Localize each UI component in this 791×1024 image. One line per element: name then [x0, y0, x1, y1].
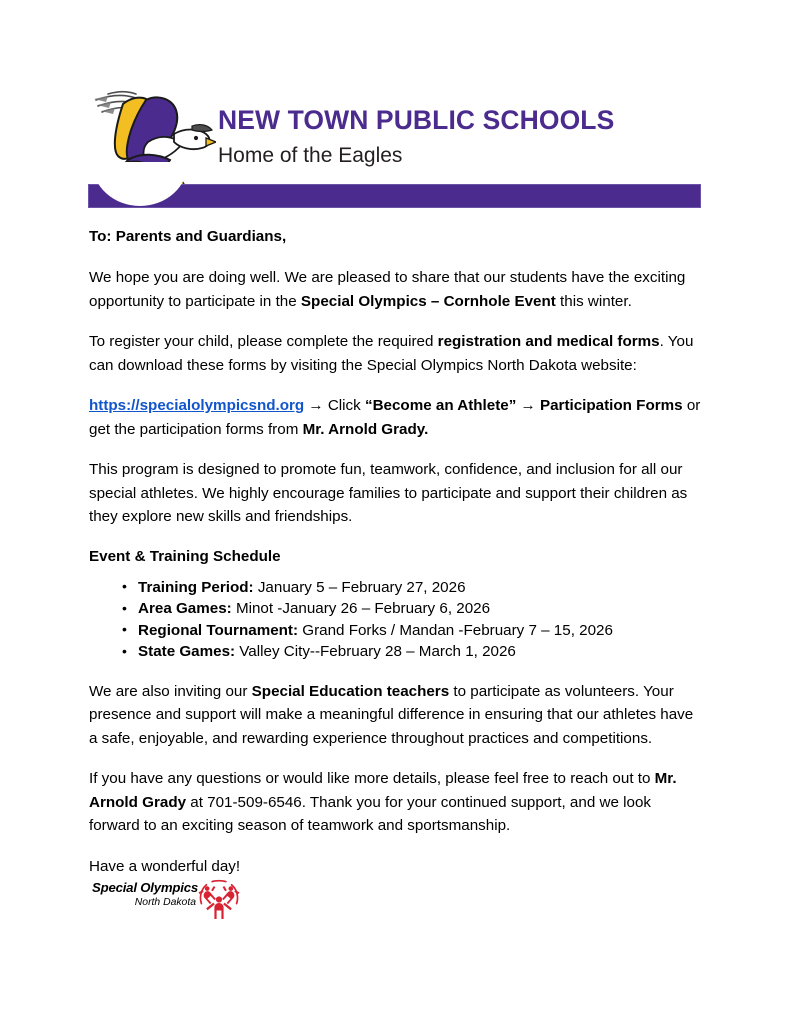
salutation: To: Parents and Guardians, [89, 228, 287, 245]
list-item [138, 598, 703, 620]
paragraph-link-steps [89, 394, 703, 441]
letterhead-rule-bar [88, 184, 701, 208]
list-item [138, 641, 703, 663]
schedule-heading: Event & Training Schedule [89, 547, 281, 565]
paragraph-registration [89, 330, 703, 377]
paragraph-program-purpose: This program is designed to promote fun, teamwork, confidence, and inclusion for all our special athletes. We highly encourage families to participate and support their children as they explore new skills and friendships. [89, 461, 688, 525]
list-item [138, 620, 703, 642]
school-tagline: Home of the Eagles [218, 144, 403, 167]
p1-before: We hope you are doing well. We are pleased to share that our students have the exciting opportunity to participate in the [89, 269, 686, 310]
schedule-value: Valley City--February 28 – March 1, 2026 [235, 643, 516, 660]
special-olympics-program-name: North Dakota [134, 897, 196, 908]
p1-event-name: Special Olympics – Cornhole Event [300, 292, 556, 310]
p5-after: to participate as volunteers. Your presence and support will make a meaningful difference in ensuring that our athletes have a safe, enjoyable, and rewarding experience throughout practices and competitions. [89, 682, 694, 747]
paragraph-volunteers [89, 680, 703, 751]
p3-mid: or get the participation forms from [89, 397, 701, 438]
special-olympics-nd-logo [92, 879, 242, 923]
p3-participation-forms: Participation Forms [539, 397, 683, 414]
special-olympics-global-unity-icon [198, 879, 240, 921]
special-olympics-name: Special Olympics [92, 880, 199, 895]
schedule-label: Training Period: [138, 578, 254, 596]
p3-contact-name: Mr. Arnold Grady. [302, 420, 429, 438]
list-item [138, 577, 703, 599]
p6-before: If you have any questions or would like more details, please feel free to reach out to [89, 770, 655, 787]
schedule-label: Regional Tournament: [138, 621, 299, 639]
p3-arrow-1: → [304, 397, 328, 414]
p3-become-an-athlete: “Become an Athlete” [364, 397, 517, 414]
p3-arrow-2: → [516, 397, 540, 414]
schedule-value: Minot -January 26 – February 6, 2026 [231, 600, 491, 617]
p6-contact-name: Mr. Arnold Grady [89, 770, 677, 811]
schedule-list [89, 577, 703, 663]
schedule-value: Grand Forks / Mandan -February 7 – 15, 2026 [298, 621, 613, 639]
p3-click-text: Click [327, 397, 365, 414]
school-name: NEW TOWN PUBLIC SCHOOLS [218, 105, 615, 135]
schedule-label: Area Games: [138, 600, 232, 617]
paragraph-contact [89, 767, 703, 838]
p2-before: To register your child, please complete the required [89, 333, 438, 350]
p5-sped-teachers: Special Education teachers [251, 682, 450, 700]
letter-body [89, 226, 703, 895]
special-olympics-wordmark [92, 880, 199, 909]
special-olympics-nd-link[interactable]: https://specialolympicsnd.org [89, 397, 305, 414]
p1-after: this winter. [555, 292, 632, 310]
p6-after: at 701-509-6546. Thank you for your continued support, and we look forward to an exciting season of teamwork and sportsmanship. [89, 793, 651, 834]
p2-forms: registration and medical forms [437, 333, 660, 350]
letterhead-rule [88, 184, 701, 208]
paragraph-intro [89, 266, 703, 313]
schedule-value: January 5 – February 27, 2026 [253, 578, 466, 596]
p5-before: We are also inviting our [89, 682, 252, 700]
closing-line: Have a wonderful day! [89, 857, 241, 875]
schedule-label: State Games: [138, 643, 236, 660]
p2-after: . You can download these forms by visiting the Special Olympics North Dakota website: [89, 333, 694, 374]
